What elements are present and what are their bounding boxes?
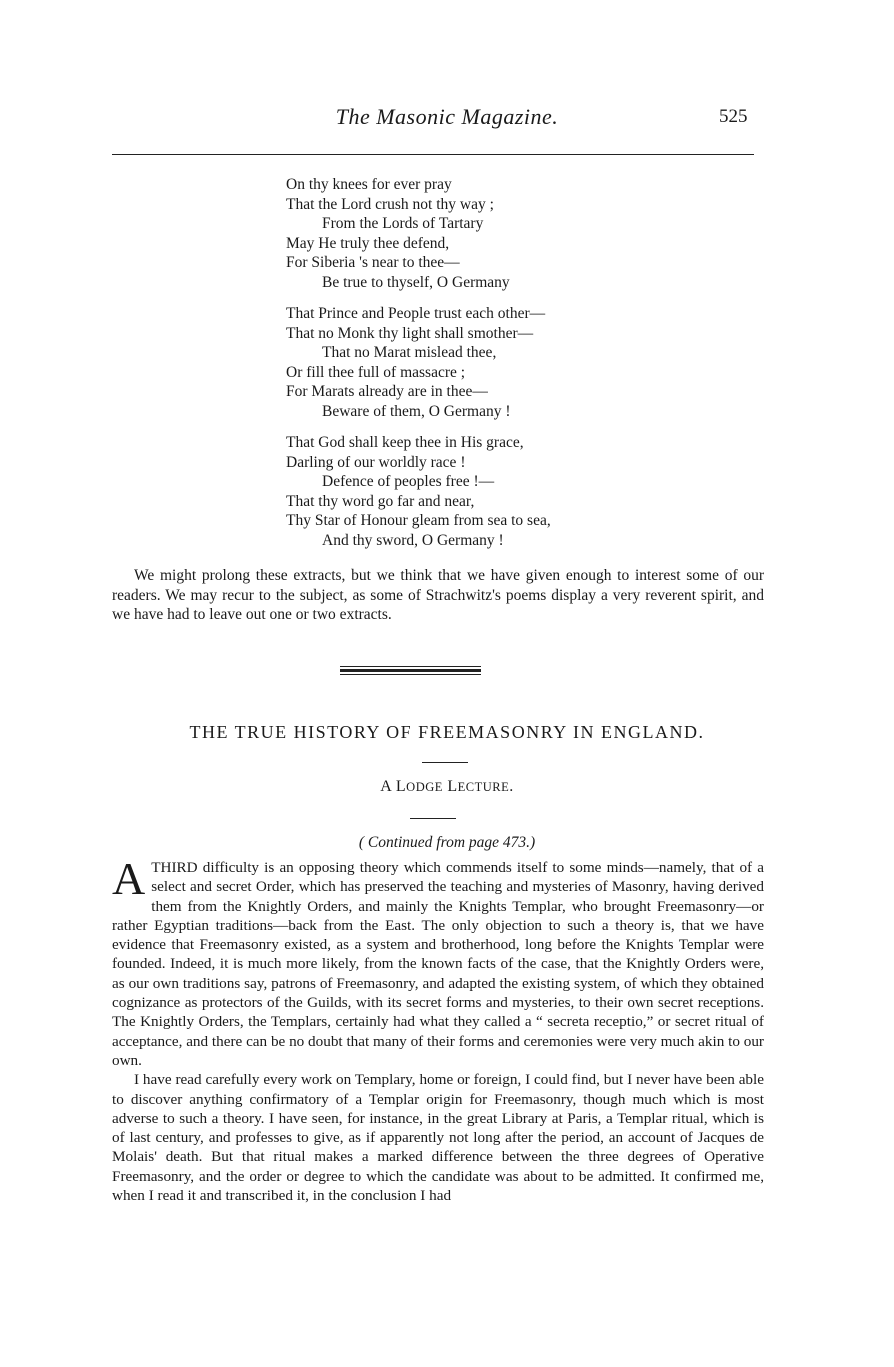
article-body [112, 853, 764, 1205]
drop-cap: A [112, 853, 146, 904]
closing-paragraph [112, 566, 764, 625]
poem-line: Be true to thyself, O Germany [322, 273, 510, 291]
page-number: 525 [719, 106, 748, 127]
article-title: THE TRUE HISTORY OF FREEMASONRY IN ENGLAND. [189, 722, 705, 742]
running-title: The Masonic Magazine. [335, 104, 559, 129]
paragraph-text: We might prolong these extracts, but we think that we have given enough to interest some of our readers. We may recur to the subject, as some of Strachwitz's poems display a very reverent spirit, and we have had to leave out one or two extracts. [112, 567, 764, 624]
article-paragraph-1 [112, 853, 764, 1070]
poem-stanza [286, 433, 551, 550]
subtitle-part: A L [380, 778, 407, 795]
poem-line: Darling of our worldly race ! [286, 453, 466, 471]
subtitle-part: . [509, 778, 514, 795]
section-divider-ornament [340, 666, 481, 677]
poem-line: That no Monk thy light shall smother— [286, 324, 534, 342]
poem-line: For Siberia 's near to thee— [286, 254, 460, 271]
poem-line: That God shall keep thee in His grace, [286, 434, 524, 451]
poem-line: Thy Star of Honour gleam from sea to sea, [286, 512, 551, 529]
article-paragraph-2: I have read carefully every work on Templary, home or foreign, I could find, but I never have been able to discover anything confirmatory of a Templar origin for Freemasonry, though much which is most adverse to such a theory. I have seen, for instance, in the great Library at Paris, a Templar ritual, which is of last century, and professes to give, as if apparently not long after the period, an account of Jacques de Molais' death. But that ritual makes a marked difference between the three degrees of Operative Freemasonry, and the order or degree to which the candidate was about to be admitted. It confirmed me, when I read it and transcribed it, in the conclusion I had [112, 1071, 764, 1205]
poem-line: Defence of peoples free !— [322, 473, 495, 490]
poem [286, 175, 551, 562]
poem-line: That no Marat mislead thee, [322, 344, 497, 361]
article-subtitle [0, 778, 894, 796]
title-rule [422, 762, 468, 763]
poem-line: Beware of them, O Germany ! [322, 402, 511, 420]
ornament-line [340, 669, 481, 672]
poem-line: From the Lords of Tartary [322, 215, 484, 232]
poem-line: Or fill thee full of massacre ; [286, 363, 466, 381]
poem-line: And thy sword, O Germany ! [322, 531, 504, 549]
subtitle-part: L [442, 778, 458, 795]
poem-stanza [286, 175, 551, 292]
poem-line: For Marats already are in thee— [286, 383, 488, 400]
subtitle-part: ECTURE [457, 780, 510, 794]
poem-line: May He truly thee defend, [286, 234, 450, 252]
ornament-line [340, 674, 481, 675]
header-rule [112, 154, 754, 155]
subtitle-part: ODGE [406, 780, 443, 794]
poem-line: That the Lord crush not thy way ; [286, 195, 494, 213]
paragraph-text: THIRD difficulty is an opposing theory which commends itself to some minds—namely, that of a select and secret Order, which has preserved the teaching and mysteries of Masonry, having derived them from the Knightly Orders, and mainly the Knights Templar, who brought Freemasonry—or rather Egyptian traditions—back from the East. The only objection to such a theory is, that we have evidence that Freemasonry existed, as a system and brotherhood, long before the Knights Templar were founded. Indeed, it is much more likely, from the known facts of the case, that the Knightly Orders were, as our own traditions say, patrons of Freemasonry, and adapted the existing system, of which they obtained cognizance as protectors of the Guilds, with its secret forms and mysteries, to their own secret receptions. The Knightly Orders, the Templars, certainly had what they called a “ secreta receptio,” or secret ritual of acceptance, and there can be no doubt that many of their forms and ceremonies were very much akin to our own. [112, 859, 764, 1069]
poem-stanza [286, 304, 551, 421]
poem-line: That thy word go far and near, [286, 492, 475, 510]
subtitle-rule [410, 818, 456, 819]
ornament-line [340, 666, 481, 667]
poem-line: That Prince and People trust each other— [286, 305, 546, 322]
continuation-note: ( Continued from page 473.) [358, 834, 536, 851]
poem-line: On thy knees for ever pray [286, 176, 452, 193]
